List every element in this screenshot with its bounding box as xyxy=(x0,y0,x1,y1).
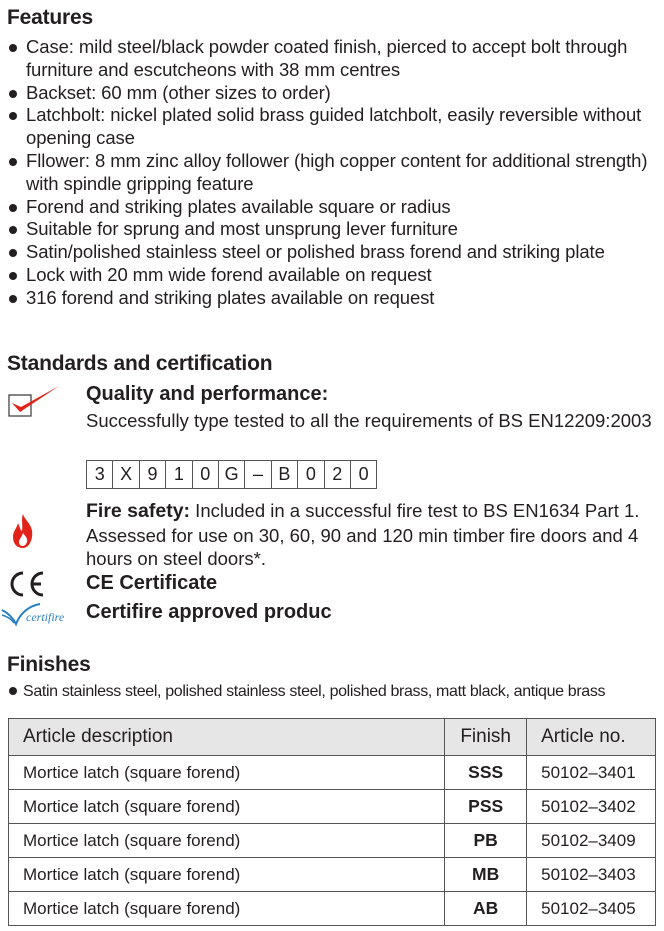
type-test-code xyxy=(86,460,377,489)
table-row xyxy=(9,824,656,858)
column-header: Finish xyxy=(445,719,527,756)
article-description: Mortice latch (square forend) xyxy=(9,824,445,858)
feature-item: 316 forend and striking plates available on request xyxy=(7,287,664,310)
ce-mark-icon xyxy=(7,570,47,603)
column-header: Article description xyxy=(9,719,445,756)
svg-text:certifire: certifire xyxy=(26,610,65,624)
quality-text: Successfully type tested to all the requirements of BS EN12209:2003 xyxy=(86,410,652,431)
finish-code: AB xyxy=(445,892,527,926)
table-header-row xyxy=(9,719,656,756)
article-description: Mortice latch (square forend) xyxy=(9,790,445,824)
finishes-list xyxy=(7,683,664,701)
finish-code: PSS xyxy=(445,790,527,824)
code-cell: X xyxy=(113,461,139,488)
finish-code: PB xyxy=(445,824,527,858)
flame-icon xyxy=(10,513,36,554)
article-description: Mortice latch (square forend) xyxy=(9,892,445,926)
quality-title: Quality and performance: xyxy=(86,383,329,405)
article-number: 50102–3402 xyxy=(527,790,656,824)
fire-safety-text xyxy=(86,499,661,571)
finishes-heading: Finishes xyxy=(7,653,91,676)
code-cell: 0 xyxy=(358,464,369,484)
article-description: Mortice latch (square forend) xyxy=(9,858,445,892)
article-description: Mortice latch (square forend) xyxy=(9,756,445,790)
feature-item: Forend and striking plates available square or radius xyxy=(7,196,664,219)
article-number: 50102–3409 xyxy=(527,824,656,858)
code-cell: – xyxy=(245,461,271,488)
table-row xyxy=(9,858,656,892)
column-header: Article no. xyxy=(527,719,656,756)
checkmark-icon xyxy=(7,383,61,424)
finishes-text: Satin stainless steel, polished stainless steel, polished brass, matt black, antique brass xyxy=(23,683,606,700)
feature-item: Latchbolt: nickel plated solid brass guided latchbolt, easily reversible without opening case xyxy=(7,104,664,150)
code-cell: G xyxy=(219,461,245,488)
fire-safety-title: Fire safety: xyxy=(86,500,191,522)
code-cell: 9 xyxy=(140,461,166,488)
article-number: 50102–3401 xyxy=(527,756,656,790)
ce-certificate-title: CE Certificate xyxy=(86,572,218,594)
bullet-icon xyxy=(9,687,17,695)
features-list xyxy=(7,36,664,310)
code-cell: 0 xyxy=(193,461,219,488)
feature-item: Lock with 20 mm wide forend available on request xyxy=(7,264,664,287)
finish-code: SSS xyxy=(445,756,527,790)
table-row xyxy=(9,892,656,926)
feature-item: Satin/polished stainless steel or polished brass forend and striking plate xyxy=(7,241,664,264)
feature-item: Backset: 60 mm (other sizes to order) xyxy=(7,82,664,105)
code-cell: 2 xyxy=(325,461,351,488)
table-row xyxy=(9,790,656,824)
code-cell: 3 xyxy=(87,461,113,488)
feature-item: Fllower: 8 mm zinc alloy follower (high copper content for additional strength) with spindle gripping feature xyxy=(7,150,664,196)
features-heading: Features xyxy=(7,6,93,29)
feature-item: Suitable for sprung and most unsprung lever furniture xyxy=(7,218,664,241)
article-number: 50102–3403 xyxy=(527,858,656,892)
article-number: 50102–3405 xyxy=(527,892,656,926)
article-table xyxy=(8,718,656,926)
feature-item: Case: mild steel/black powder coated finish, pierced to accept bolt through furniture and escutcheons with 38 mm centres xyxy=(7,36,664,82)
table-row xyxy=(9,756,656,790)
code-cell: 1 xyxy=(166,461,192,488)
standards-heading: Standards and certification xyxy=(7,352,273,375)
fire-safety-body: Included in a successful fire test to BS EN1634 Part 1. Assessed for use on 30, 60, 90 and 120 min timber fire doors and 4 hours on steel doors*. xyxy=(86,500,640,569)
code-cell: 0 xyxy=(298,461,324,488)
finish-code: MB xyxy=(445,858,527,892)
certifire-logo xyxy=(0,600,76,633)
certifire-title: Certifire approved produc xyxy=(86,601,332,623)
code-cell: B xyxy=(272,461,298,488)
